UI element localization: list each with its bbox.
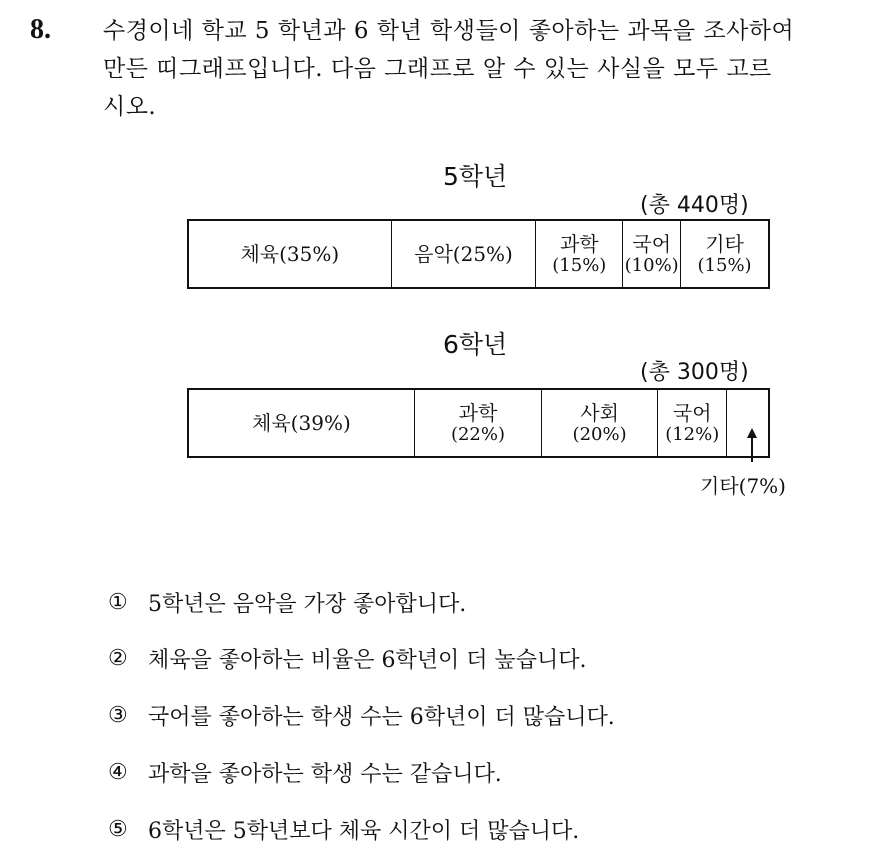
strip-bar-grade6: [187, 388, 770, 458]
choice-mark: ②: [108, 645, 128, 671]
segment-percent: (22%): [450, 423, 506, 445]
question-number: 8.: [30, 14, 51, 45]
segment-percent: (15%): [697, 254, 752, 276]
choice-text: 6학년은 5학년보다 체육 시간이 더 많습니다.: [148, 818, 580, 844]
segment-label: 음악(25%): [414, 242, 513, 266]
strip-segment-체육: [189, 390, 415, 456]
choice-mark: ③: [108, 702, 128, 728]
strip-bar-grade5: [187, 219, 770, 289]
answer-choice-1[interactable]: [108, 587, 466, 617]
choice-mark: ⑤: [108, 816, 128, 842]
segment-percent: (20%): [572, 423, 627, 445]
chart-title-grade6: 6학년: [443, 330, 508, 359]
question-line: 만든 띠그래프입니다. 다음 그래프로 알 수 있는 사실을 모두 고르: [103, 56, 772, 82]
segment-percent: (15%): [552, 254, 607, 276]
choice-text: 과학을 좋아하는 학생 수는 같습니다.: [148, 761, 502, 787]
answer-choice-2[interactable]: [108, 643, 587, 673]
chart-total-grade5: (총 440명): [640, 193, 749, 218]
segment-label: 체육(39%): [252, 411, 351, 435]
strip-segment-기타: [681, 221, 768, 287]
choice-text: 5학년은 음악을 가장 좋아합니다.: [148, 591, 467, 617]
chart-total-grade6: (총 300명): [640, 360, 749, 385]
strip-segment-사회: [542, 390, 658, 456]
choice-text: 국어를 좋아하는 학생 수는 6학년이 더 많습니다.: [148, 704, 615, 730]
choice-mark: ④: [108, 759, 128, 785]
strip-segment-음악: [392, 221, 537, 287]
answer-choice-4[interactable]: [108, 757, 502, 787]
strip-segment-국어: [623, 221, 681, 287]
question-line: 시오.: [103, 94, 157, 120]
segment-percent: (12%): [665, 423, 720, 445]
question-text: [103, 12, 863, 126]
segment-label: 국어: [672, 400, 712, 425]
segment-label: 과학: [458, 400, 498, 425]
up-arrow-icon: [745, 428, 759, 464]
callout-etc-grade6: 기타(7%): [700, 474, 786, 498]
strip-segment-체육: [189, 221, 392, 287]
segment-percent: (10%): [624, 254, 679, 276]
choice-mark: ①: [108, 589, 128, 615]
segment-label: 체육(35%): [240, 242, 340, 266]
segment-label: 국어: [632, 231, 672, 256]
strip-segment-국어: [658, 390, 727, 456]
segment-label: 기타: [705, 231, 744, 256]
choice-text: 체육을 좋아하는 비율은 6학년이 더 높습니다.: [148, 647, 587, 673]
answer-choice-3[interactable]: [108, 700, 615, 730]
question-line: 수경이네 학교 5 학년과 6 학년 학생들이 좋아하는 과목을 조사하여: [103, 18, 795, 44]
strip-segment-과학: [415, 390, 542, 456]
answer-choice-5[interactable]: [108, 814, 579, 844]
segment-label: 과학: [559, 231, 599, 256]
strip-segment-과학: [536, 221, 623, 287]
segment-label: 사회: [580, 400, 619, 425]
chart-title-grade5: 5학년: [443, 162, 508, 191]
